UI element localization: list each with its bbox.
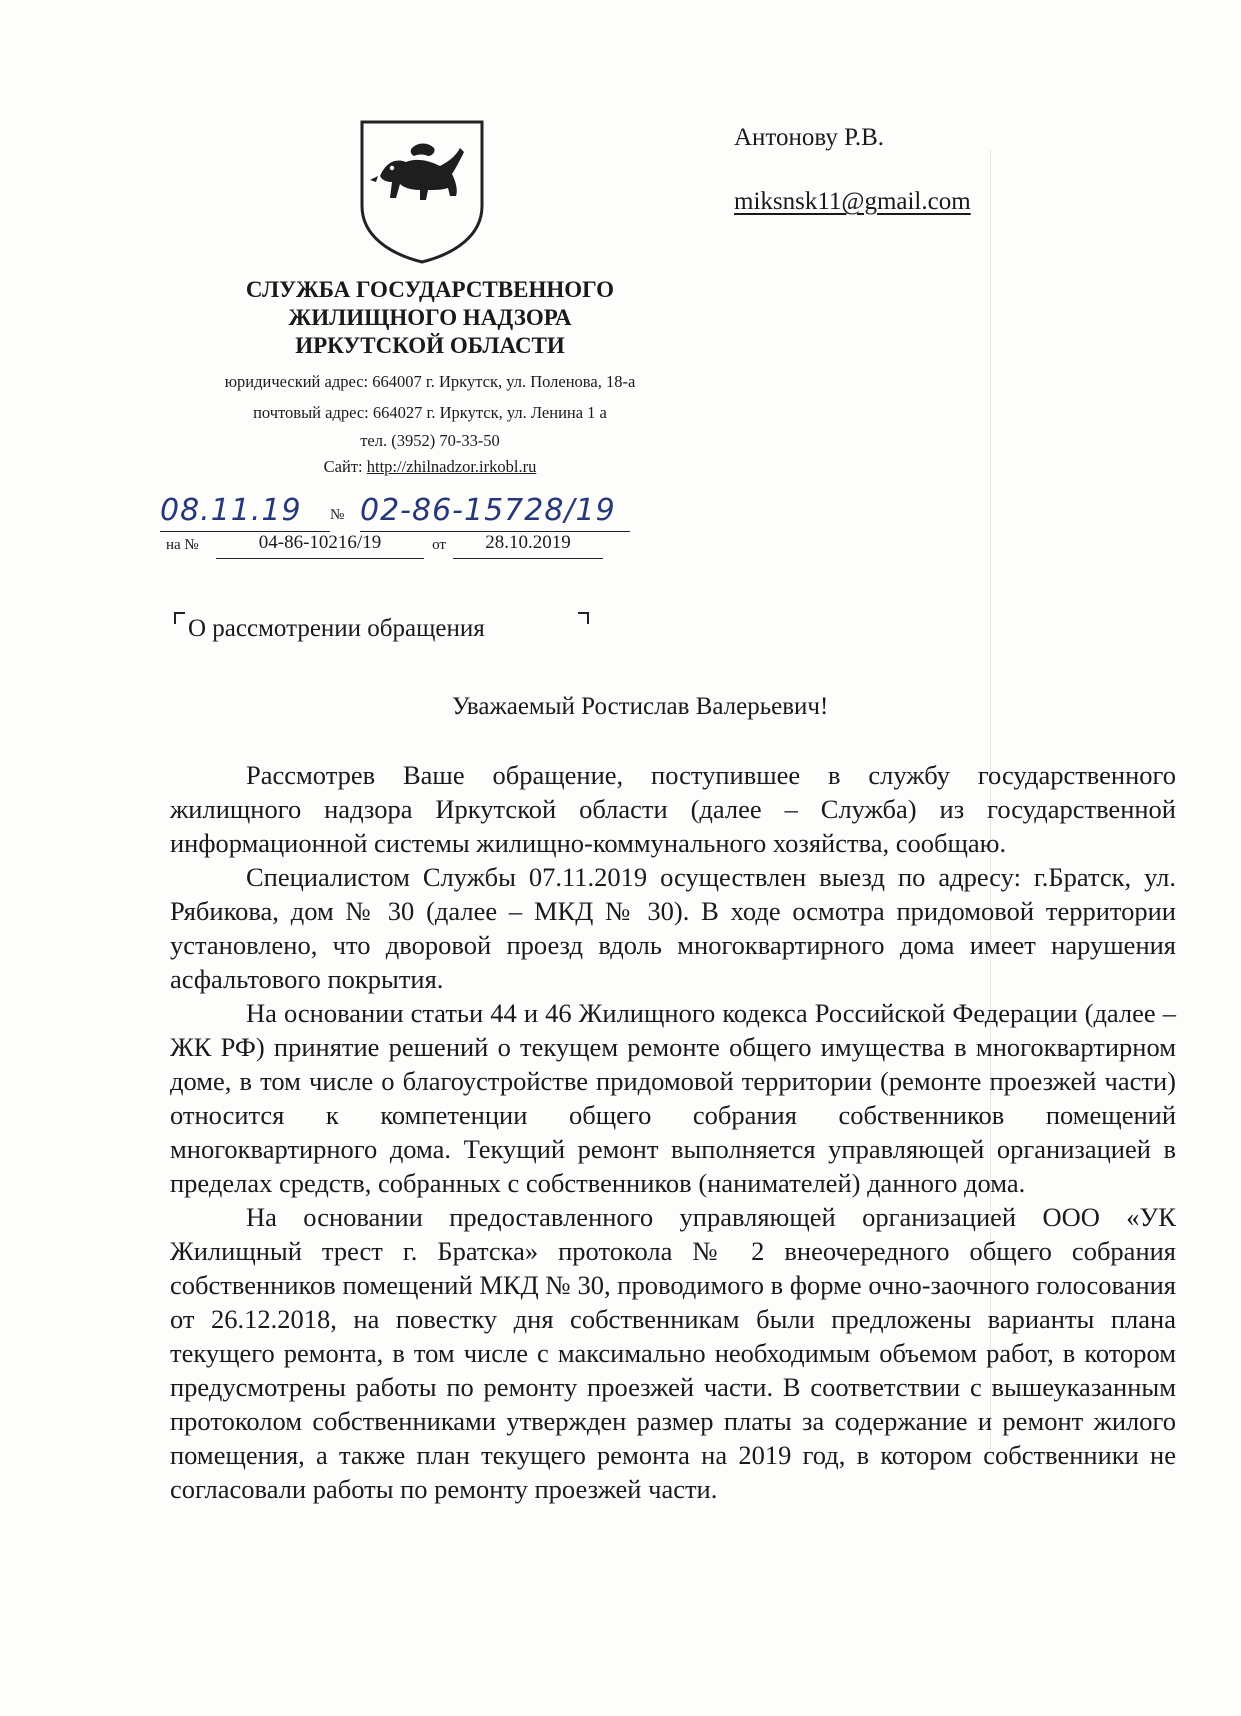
org-line-1: СЛУЖБА ГОСУДАРСТВЕННОГО bbox=[245, 277, 615, 302]
letter-body bbox=[170, 758, 1176, 1506]
paragraph: На основании предоставленного управляющей организацией ООО «УК Жилищный трест г. Братска» протокола № 2 внеочередного общего собрания собственников помещений МКД № 30, проводимого в форме очно-заочного голосования от 26.12.2018, на повестку дня собственникам были предложены варианты плана текущего ремонта, в том числе с максимально необходимым объемом работ, в котором предусмотрены работы по ремонту проезжей части. В соответствии с вышеуказанным протоколом собственниками утвержден размер платы за содержание и ремонт жилого помещения, а также план текущего ремонта на 2019 год, в котором собственники не согласовали работы по ремонту проезжей части. bbox=[170, 1202, 1176, 1504]
subject-bracket-right bbox=[578, 612, 589, 624]
outgoing-date-handwritten: 08.11.19 bbox=[160, 493, 330, 532]
phone: тел. (3952) 70-33-50 bbox=[360, 431, 500, 450]
subject-line: О рассмотрении обращения bbox=[188, 615, 485, 642]
legal-address: юридический адрес: 664007 г. Иркутск, ул. Поленова, 18-а bbox=[224, 372, 636, 391]
salutation: Уважаемый Ростислав Валерьевич! bbox=[452, 693, 829, 720]
website-label: Сайт: bbox=[323, 457, 367, 476]
addressee-email[interactable]: miksnsk11@gmail.com bbox=[734, 188, 971, 215]
outgoing-number-handwritten: 02-86-15728/19 bbox=[360, 493, 630, 532]
organization-name bbox=[168, 276, 692, 360]
reference-date-label: от bbox=[432, 537, 446, 553]
outgoing-number-label: № bbox=[330, 507, 345, 523]
org-line-2: ЖИЛИЩНОГО НАДЗОРА bbox=[288, 305, 572, 330]
postal-address: почтовый адрес: 664027 г. Иркутск, ул. Ленина 1 а bbox=[253, 403, 607, 422]
paragraph: Специалистом Службы 07.11.2019 осуществлен выезд по адресу: г.Братск, ул. Рябикова, дом № 30 (далее – МКД № 30). В ходе осмотра придомовой территории установлено, что дворовой проезд вдоль многоквартирного дома имеет нарушения асфальтового покрытия. bbox=[170, 862, 1176, 994]
website bbox=[168, 457, 692, 477]
org-line-3: ИРКУТСКОЙ ОБЛАСТИ bbox=[295, 333, 565, 358]
reference-date: 28.10.2019 bbox=[453, 532, 603, 559]
paragraph: Рассмотрев Ваше обращение, поступившее в службу государственного жилищного надзора Иркутской области (далее – Служба) из государственной информационной системы жилищно-коммунального хозяйства, сообщаю. bbox=[170, 760, 1176, 858]
reference-number: 04-86-10216/19 bbox=[216, 532, 424, 559]
coat-of-arms-icon bbox=[356, 118, 488, 266]
subject-bracket-left bbox=[174, 612, 185, 624]
website-link[interactable]: http://zhilnadzor.irkobl.ru bbox=[366, 457, 537, 476]
reference-number-label: на № bbox=[166, 537, 199, 553]
paragraph: На основании статьи 44 и 46 Жилищного кодекса Российской Федерации (далее – ЖК РФ) принятие решений о текущем ремонте общего имущества в многоквартирном доме, в том числе о благоустройстве придомовой территории (ремонте проезжей части) относится к компетенции общего собрания собственников помещений многоквартирного дома. Текущий ремонт выполняется управляющей организацией в пределах средств, собранных с собственников (нанимателей) данного дома. bbox=[170, 998, 1176, 1198]
addressee-name: Антонову Р.В. bbox=[734, 124, 885, 151]
